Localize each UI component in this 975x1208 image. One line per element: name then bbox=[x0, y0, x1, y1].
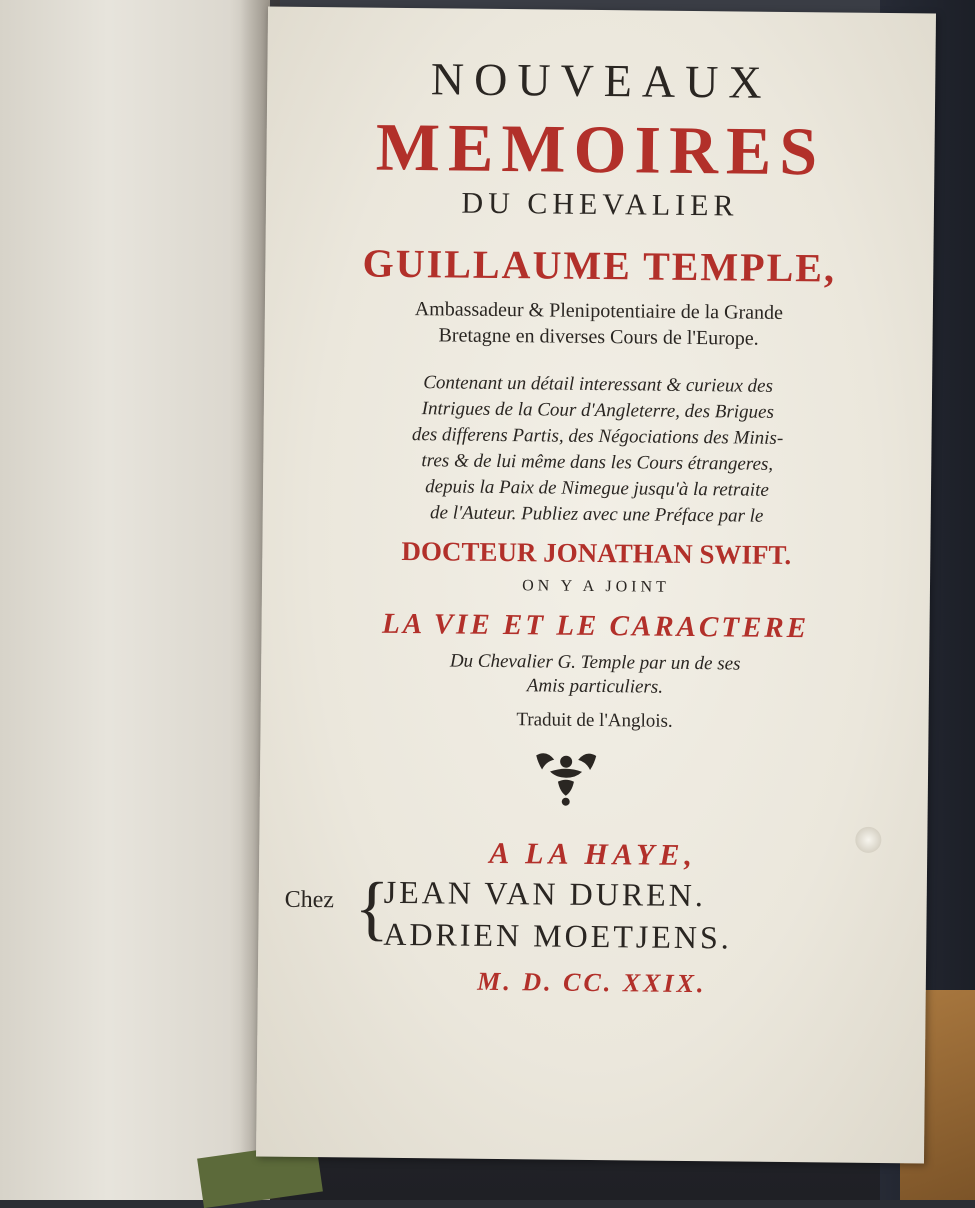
brace-icon: { bbox=[354, 867, 390, 948]
description-line: tres & de lui même dans les Cours étrangeres, bbox=[421, 450, 774, 475]
imprint-place: A LA HAYE, bbox=[489, 836, 698, 873]
printers-ornament-icon bbox=[530, 749, 603, 810]
description-line: des differens Partis, des Négociations des Minis- bbox=[411, 424, 784, 449]
title-line-nouveaux: NOUVEAUX bbox=[430, 53, 772, 108]
detail-line: Amis particuliers. bbox=[526, 675, 664, 698]
preface-author: DOCTEUR JONATHAN SWIFT. bbox=[401, 535, 792, 571]
title-line-memoires: MEMOIRES bbox=[375, 108, 826, 190]
detail-line: Du Chevalier G. Temple par un de ses bbox=[449, 650, 741, 675]
la-vie-title: LA VIE ET LE CARACTERE bbox=[381, 607, 810, 645]
author-name: GUILLAUME TEMPLE, bbox=[362, 240, 837, 291]
on-y-a-joint: ON Y A JOINT bbox=[522, 577, 670, 596]
description-line: de l'Auteur. Publiez avec une Préface par le bbox=[429, 502, 764, 527]
description-line: Contenant un détail interessant & curieux des bbox=[423, 372, 774, 397]
left-blank-page bbox=[0, 0, 270, 1200]
description-line: Intrigues de la Cour d'Angleterre, des Brigues bbox=[421, 398, 775, 423]
publisher-2: ADRIEN MOETJENS. bbox=[383, 915, 732, 956]
paper-damage-spot bbox=[855, 827, 881, 853]
imprint-date: M. D. CC. XXIX. bbox=[477, 966, 707, 999]
publisher-1: JEAN VAN DUREN. bbox=[383, 873, 707, 914]
title-page bbox=[256, 7, 936, 1164]
subtitle-line-2: Bretagne en diverses Cours de l'Europe. bbox=[438, 324, 759, 350]
translation-note: Traduit de l'Anglois. bbox=[516, 709, 673, 732]
title-line-du-chevalier: DU CHEVALIER bbox=[461, 186, 739, 223]
subtitle-line-1: Ambassadeur & Plenipotentiaire de la Grande bbox=[414, 298, 784, 324]
imprint-chez: Chez bbox=[284, 886, 335, 914]
description-line: depuis la Paix de Nimegue jusqu'à la retraite bbox=[425, 476, 769, 501]
